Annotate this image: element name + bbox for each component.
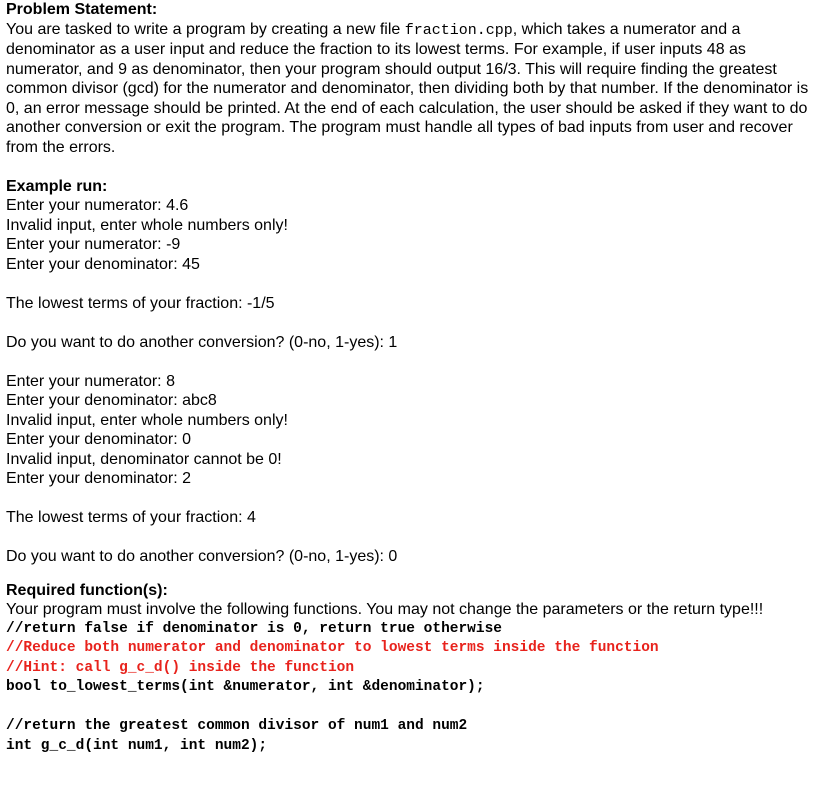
example-line: Enter your denominator: 45 <box>6 255 200 273</box>
required-description: Your program must involve the following functions. You may not change the parameters or the return type!!! <box>6 601 764 618</box>
example-line: The lowest terms of your fraction: -1/5 <box>6 294 275 312</box>
example-line: Do you want to do another conversion? (0-no, 1-yes): 1 <box>6 333 398 351</box>
example-line: Enter your numerator: -9 <box>6 236 181 253</box>
blank-line <box>6 313 819 333</box>
blank-line <box>6 528 819 548</box>
example-line: Enter your denominator: 0 <box>6 431 191 448</box>
example-line: Enter your numerator: 8 <box>6 372 175 390</box>
code-line: //Reduce both numerator and denominator to lowest terms inside the function <box>6 640 659 656</box>
code-line: bool to_lowest_terms(int &numerator, int &denominator); <box>6 679 485 695</box>
example-line: Invalid input, enter whole numbers only! <box>6 216 288 234</box>
code-line: int g_c_d(int num1, int num2); <box>6 737 268 754</box>
blank-line <box>6 274 819 294</box>
blank-line <box>6 489 819 509</box>
section-spacer <box>6 157 819 177</box>
blank-line <box>6 352 819 372</box>
required-heading: Required function(s): <box>6 581 168 599</box>
problem-description <box>6 20 819 158</box>
blank-code-line <box>6 698 819 718</box>
example-run-output <box>6 196 819 567</box>
function-code-block <box>6 620 819 757</box>
problem-heading: Problem Statement: <box>6 1 158 18</box>
section-spacer <box>6 567 819 581</box>
example-line: Enter your denominator: 2 <box>6 470 191 487</box>
code-line: //return the greatest common divisor of num1 and num2 <box>6 718 468 734</box>
code-line: //Hint: call g_c_d() inside the function <box>6 659 355 676</box>
example-line: Invalid input, enter whole numbers only! <box>6 411 288 429</box>
code-line: //return false if denominator is 0, return true otherwise <box>6 620 502 637</box>
example-line: Enter your denominator: abc8 <box>6 392 217 409</box>
example-line: The lowest terms of your fraction: 4 <box>6 509 256 526</box>
problem-text-after: , which takes a numerator and a denominator as a user input and reduce the fraction to its lowest terms. For example, if user inputs 48 as numerator, and 9 as denominator, then your program should output 16/3. This will require finding the greatest common divisor (gcd) for the numerator and denominator, then dividing both by that number. If the denominator is 0, an error message should be printed. At the end of each calculation, the user should be asked if they want to do another conversion or exit the program. The program must handle all types of bad inputs from user and recover from the errors. <box>6 20 809 156</box>
file-name-code: fraction.cpp <box>404 21 513 39</box>
example-heading: Example run: <box>6 177 108 195</box>
example-line: Enter your numerator: 4.6 <box>6 197 189 214</box>
problem-text-before: You are tasked to write a program by creating a new file <box>6 20 405 38</box>
example-line: Invalid input, denominator cannot be 0! <box>6 450 282 468</box>
example-line: Do you want to do another conversion? (0-no, 1-yes): 0 <box>6 548 398 565</box>
